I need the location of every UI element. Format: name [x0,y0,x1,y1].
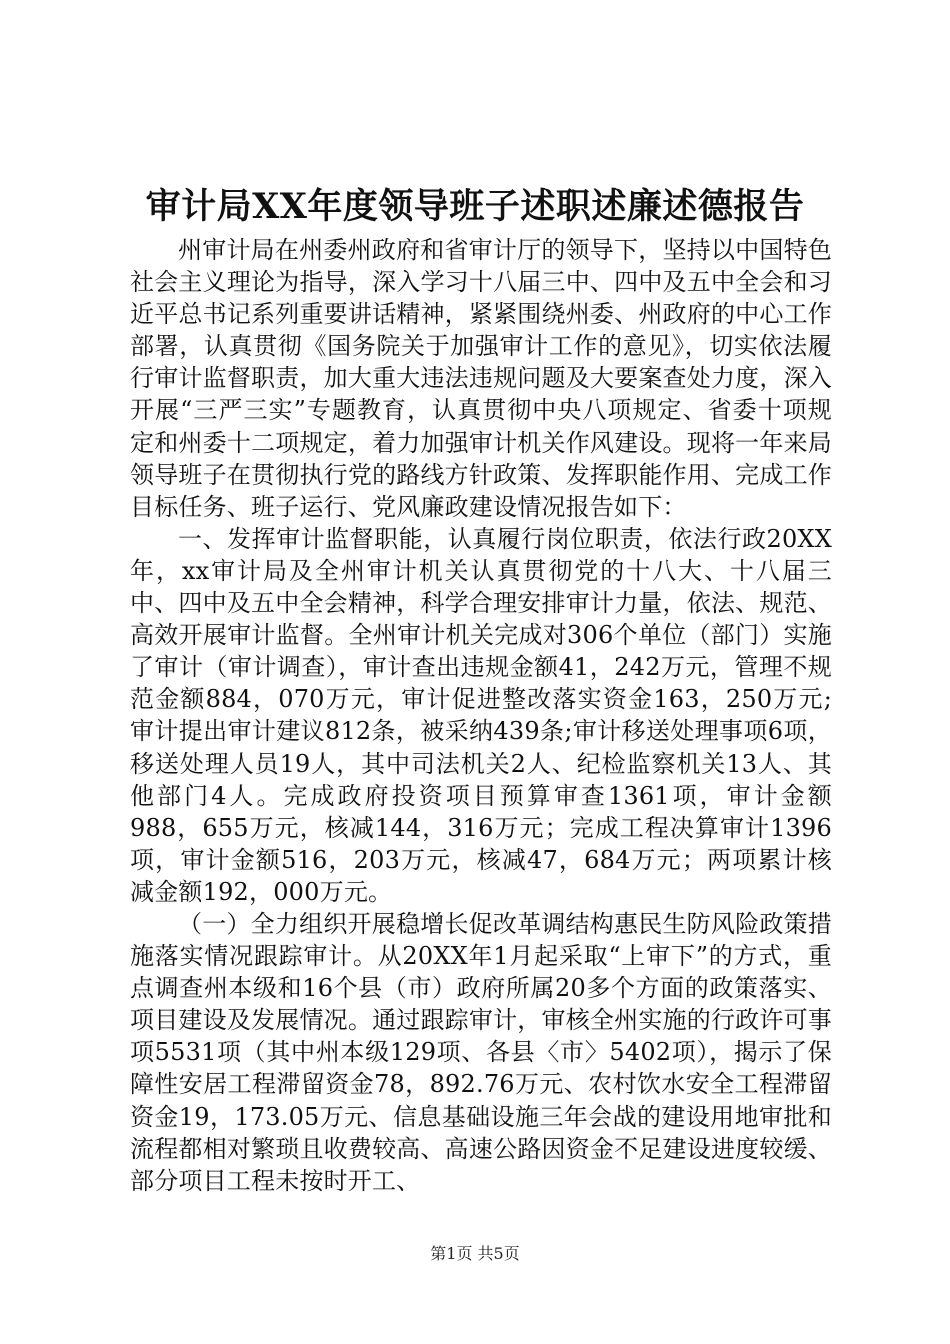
paragraph-section-one: 一、发挥审计监督职能，认真履行岗位职责，依法行政20XX年，xx审计局及全州审计机关认真贯彻党的十八大、十八届三中、四中及五中全会精神，科学合理安排审计力量，依法、规范、高效开展审计监督。全州审计机关完成对306个单位（部门）实施了审计（审计调查），审计查出违规金额41，242万元，管理不规范金额884，070万元，审计促进整改落实资金163，250万元;审计提出审计建议812条，被采纳439条;审计移送处理事项6项，移送处理人员19人，其中司法机关2人、纪检监察机关13人、其他部门4人。完成政府投资项目预算审查1361项，审计金额988，655万元，核减144，316万元；完成工程决算审计1396项，审计金额516，203万元，核减47，684万元；两项累计核减金额192，000万元。 [130,524,832,906]
document-title: 审计局XX年度领导班子述职述廉述德报告 [145,186,805,227]
paragraph-intro: 州审计局在州委州政府和省审计厅的领导下，坚持以中国特色社会主义理论为指导，深入学习十八届三中、四中及五中全会和习近平总书记系列重要讲话精神，紧紧围绕州委、州政府的中心工作部署，认真贯彻《国务院关于加强审计工作的意见》，切实依法履行审计监督职责，加大重大违法违规问题及大要案查处力度，深入开展“三严三实”专题教育，认真贯彻中央八项规定、省委十项规定和州委十二项规定，着力加强审计机关作风建设。现将一年来局领导班子在贯彻执行党的路线方针政策、发挥职能作用、完成工作目标任务、班子运行、党风廉政建设情况报告如下： [130,236,832,521]
page-footer: 第1页 共5页 [430,1244,520,1263]
paragraph-subsection-one: （一）全力组织开展稳增长促改革调结构惠民生防风险政策措施落实情况跟踪审计。从20XX年1月起采取“上审下”的方式，重点调查州本级和16个县（市）政府所属20多个方面的政策落实、项目建设及发展情况。通过跟踪审计，审核全州实施的行政许可事项5531项（其中州本级129项、各县〈市〉5402项），揭示了保障性安居工程滞留资金78，892.76万元、农村饮水安全工程滞留资金19，173.05万元、信息基础设施三年会战的建设用地审批和流程都相对繁琐且收费较高、高速公路因资金不足建设进度较缓、部分项目工程未按时开工、 [130,909,832,1195]
document-body [130,234,832,1197]
